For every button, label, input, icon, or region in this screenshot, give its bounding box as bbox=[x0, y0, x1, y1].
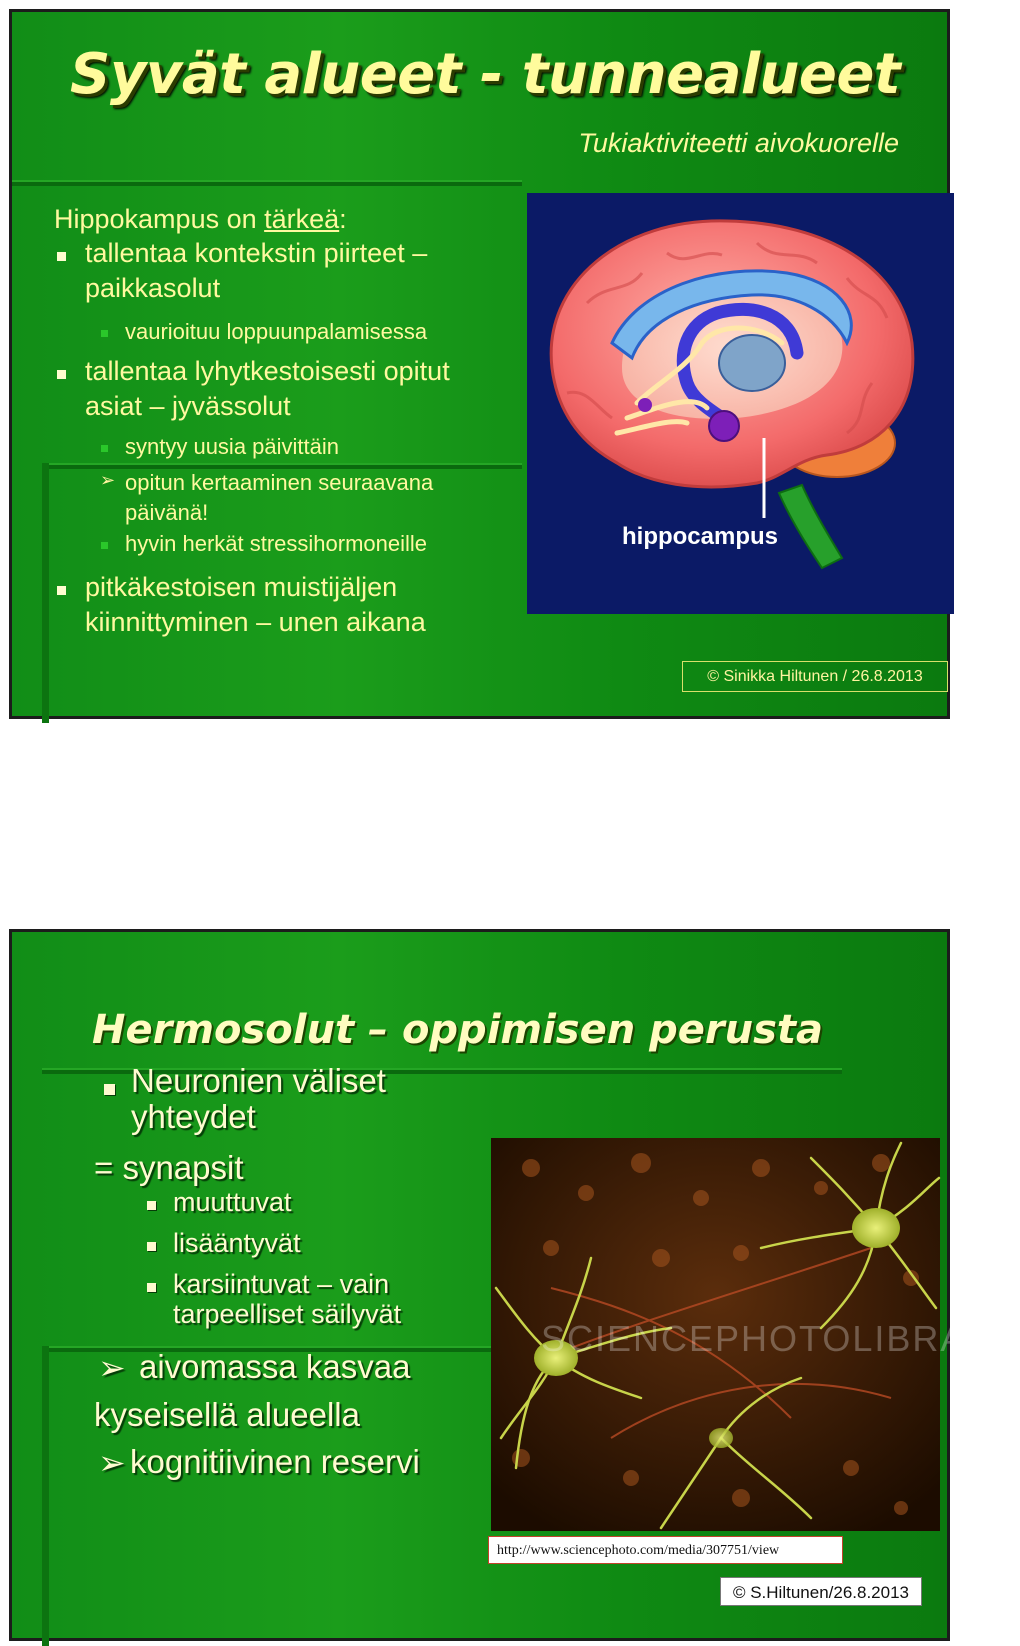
equals-line: = synapsit bbox=[94, 1149, 244, 1186]
bullet-3: pitkäkestoisen muistijäljen kiinnittyminen – unen aikana bbox=[85, 572, 426, 637]
arrow-bullet-icon: ➢ bbox=[100, 470, 116, 490]
sub-bullet-icon bbox=[147, 1201, 156, 1210]
source-url[interactable]: http://www.sciencephoto.com/media/307751/view bbox=[488, 1536, 843, 1564]
sub-bullet-4: hyvin herkät stressihormoneille bbox=[125, 531, 428, 556]
continuation-line: kyseisellä alueella bbox=[94, 1396, 360, 1433]
intro-text: Hippokampus on tärkeä: bbox=[54, 204, 347, 234]
copyright-box: © S.Hiltunen/26.8.2013 bbox=[720, 1577, 922, 1606]
slide-neurons bbox=[9, 929, 1020, 1641]
watermark: SCIENCEPHOTOLIBRARY bbox=[541, 1318, 1020, 1359]
neuron-image bbox=[491, 1138, 1020, 1531]
sub-bullet-icon bbox=[101, 542, 108, 549]
copyright-box: © Sinikka Hiltunen / 26.8.2013 bbox=[682, 661, 948, 692]
sub-bullet-3: opitun kertaaminen seuraavana päivänä! bbox=[125, 470, 434, 525]
divider-line bbox=[12, 180, 522, 186]
hippocampus-label: hippocampus bbox=[622, 523, 779, 550]
bullet-1: Neuronien väliset yhteydet bbox=[131, 1062, 386, 1135]
sub-bullet-3: karsiintuvat – vain tarpeelliset säilyvät bbox=[173, 1269, 402, 1329]
bullet-icon bbox=[104, 1084, 115, 1095]
arrow-bullet-1: aivomassa kasvaa bbox=[139, 1348, 411, 1385]
arrow-bullet-icon: ➢ bbox=[98, 1349, 126, 1386]
slide-title: Hermosolut – oppimisen perusta bbox=[92, 1007, 824, 1053]
slide-hippocampus bbox=[9, 9, 950, 719]
slide-subtitle: Tukiaktiviteetti aivokuorelle bbox=[578, 128, 899, 158]
arrow-bullet-2: kognitiivinen reservi bbox=[130, 1443, 420, 1480]
sub-bullet-1: muuttuvat bbox=[173, 1187, 292, 1217]
bullet-1: tallentaa kontekstin piirteet – paikkasolut bbox=[85, 238, 428, 303]
divider-line bbox=[42, 1346, 49, 1646]
bullet-icon bbox=[57, 252, 66, 261]
sub-bullet-2: syntyy uusia päivittäin bbox=[125, 434, 339, 459]
sub-bullet-1: vaurioituu loppuunpalamisessa bbox=[125, 319, 428, 344]
sub-bullet-icon bbox=[147, 1242, 156, 1251]
sub-bullet-icon bbox=[147, 1283, 156, 1292]
slide-title: Syvät alueet - tunnealueet bbox=[70, 42, 901, 107]
arrow-bullet-icon: ➢ bbox=[98, 1444, 126, 1481]
brain-image bbox=[527, 193, 954, 614]
bullet-icon bbox=[57, 586, 66, 595]
bullet-2: tallentaa lyhytkestoisesti opitut asiat – jyvässolut bbox=[85, 356, 450, 421]
bullet-icon bbox=[57, 370, 66, 379]
sub-bullet-icon bbox=[101, 330, 108, 337]
divider-line bbox=[42, 463, 49, 723]
sub-bullet-icon bbox=[101, 445, 108, 452]
sub-bullet-2: lisääntyvät bbox=[173, 1228, 301, 1258]
intro-link[interactable]: tärkeä bbox=[264, 204, 340, 234]
